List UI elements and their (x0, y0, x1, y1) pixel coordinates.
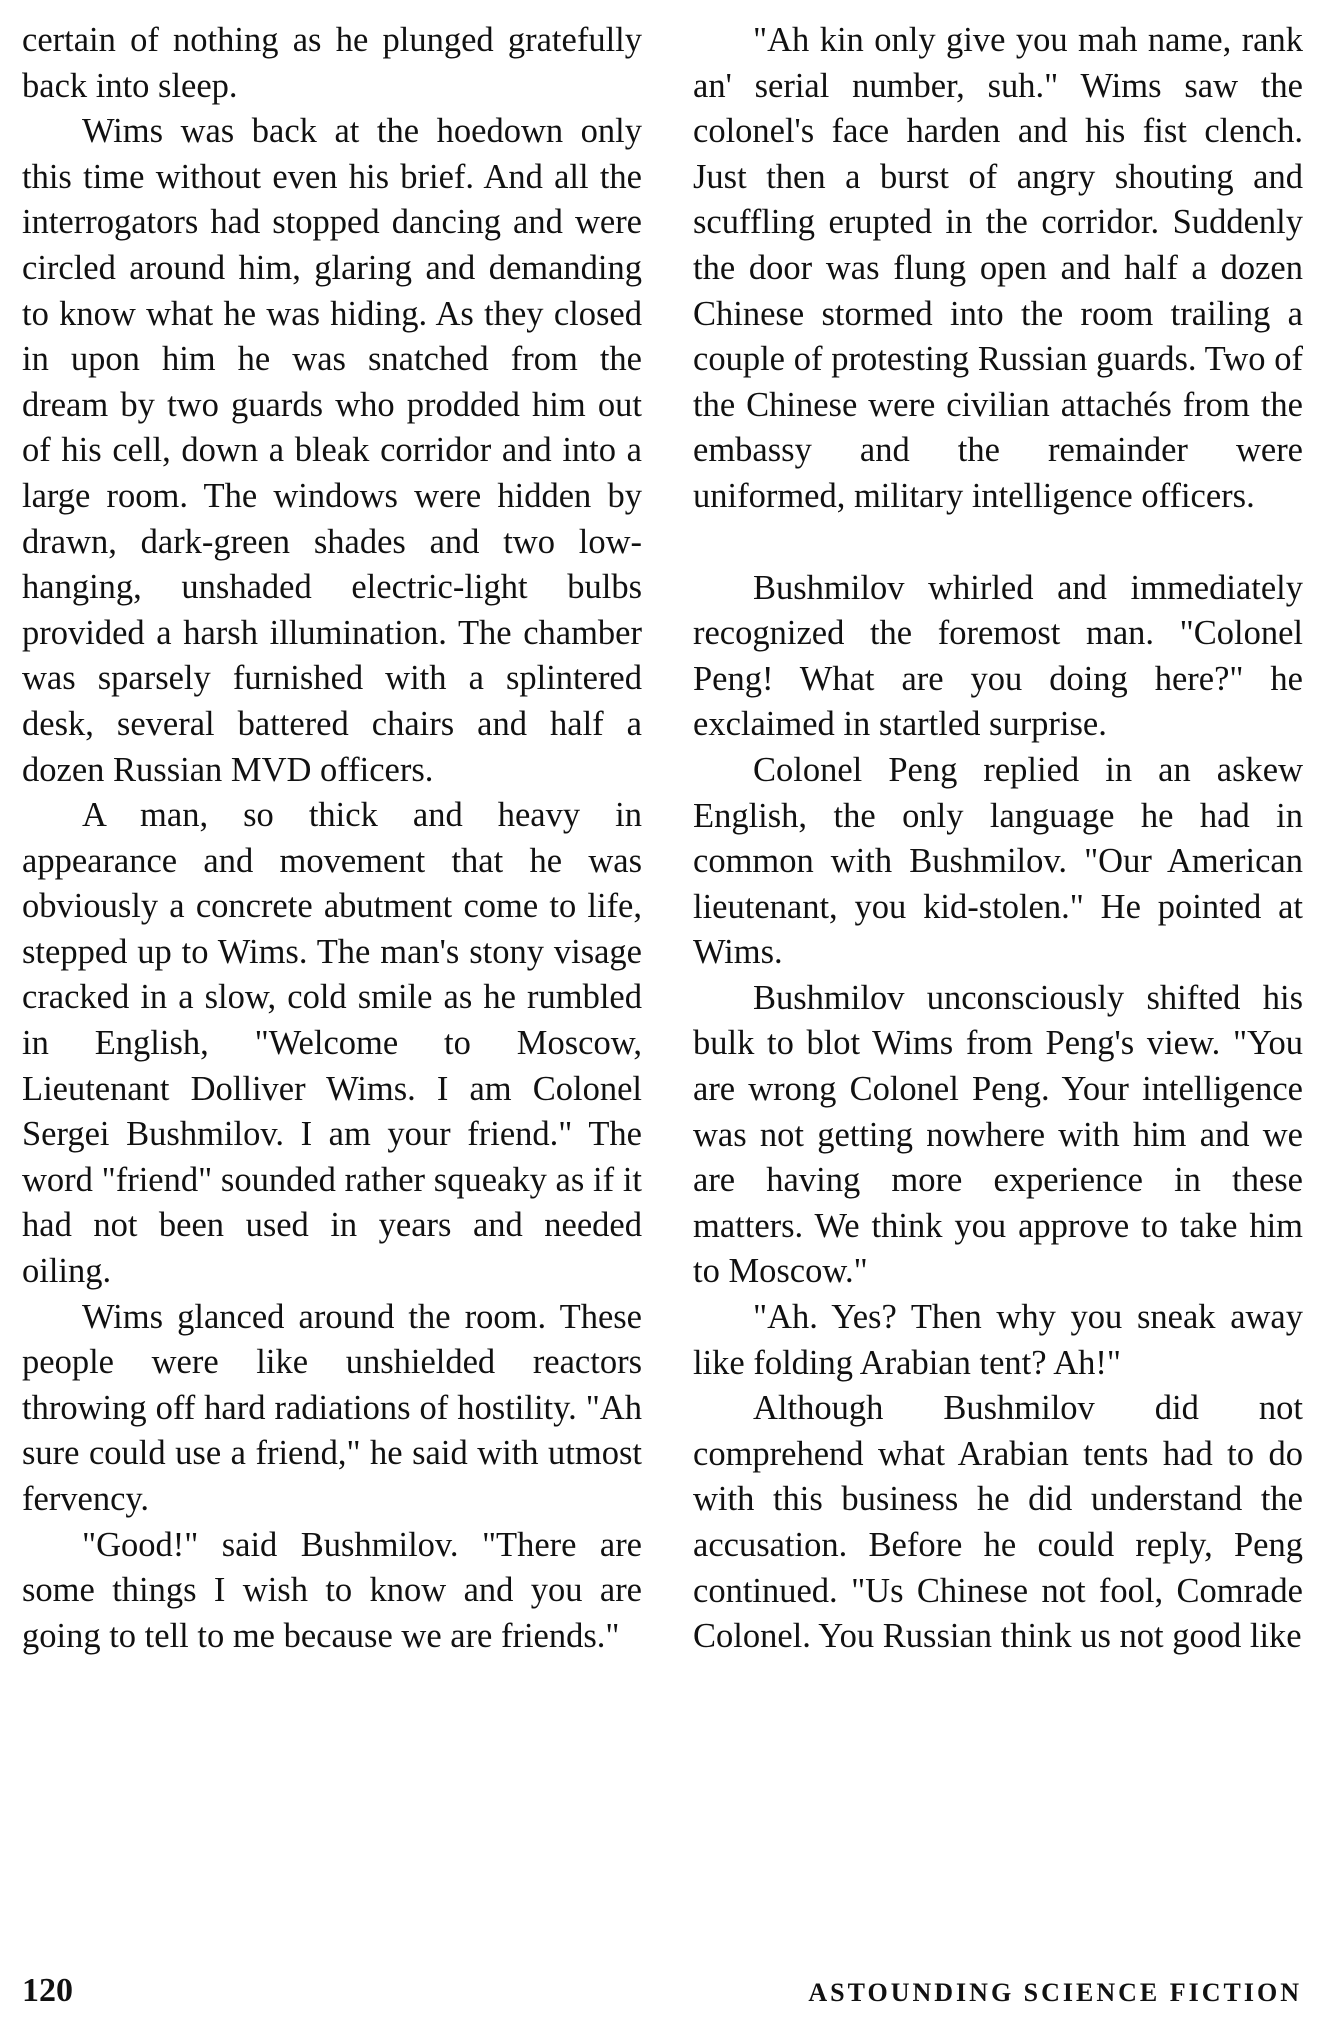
paragraph: A man, so thick and heavy in appearance and movement that he was obviously a concrete abutment come to life, stepped up to Wims. The man's stony visage cracked in a slow, cold smile as he rumbled in English, "Welcome to Moscow, Lieutenant Dolliver Wims. I am Colonel Sergei Bushmilov. I am your friend." The word "friend" sounded rather squeaky as if it had not been used in years and needed oiling. (22, 796, 642, 1291)
paragraph: "Good!" said Bushmilov. "There are some things I wish to know and you are going to tell to me because we are friends." (22, 1525, 642, 1655)
paragraph: Wims glanced around the room. These people were like unshielded reactors throwing off hard radiations of hostility. "Ah sure could use a friend," he said with utmost fervency. (22, 1297, 642, 1518)
paragraph: Colonel Peng replied in an askew English, the only language he had in common with Bushmilov. "Our American lieutenant, you kid-stolen." He pointed at Wims. (693, 750, 1303, 972)
left-text-column (22, 18, 642, 1659)
running-title: ASTOUNDING SCIENCE FICTION (808, 1978, 1302, 2007)
paragraph: Although Bushmilov did not comprehend what Arabian tents had to do with this business he did understand the accusation. Before he could reply, Peng continued. "Us Chinese not fool, Comrade Colonel. You Russian think us not good like (693, 1389, 1303, 1656)
paragraph: Wims was back at the hoedown only this time without even his brief. And all the interrogators had stopped dancing and were circled around him, glaring and demanding to know what he was hiding. As they closed in upon him he was snatched from the dream by two guards who prodded him out of his cell, down a bleak corridor and into a large room. The windows were hidden by drawn, dark-green shades and two low-hanging, unshaded electric-light bulbs provided a harsh illumination. The chamber was sparsely furnished with a splintered desk, several battered chairs and half a dozen Russian MVD officers. (22, 112, 642, 789)
paragraph: certain of nothing as he plunged gratefully back into sleep. (22, 21, 642, 105)
paragraph: "Ah. Yes? Then why you sneak away like folding Arabian tent? Ah!" (693, 1298, 1303, 1382)
page-number: 120 (22, 1972, 73, 2009)
right-text-column (693, 18, 1303, 1660)
paragraph: Bushmilov whirled and immediately recognized the foremost man. "Colonel Peng! What are you doing here?" he exclaimed in startled surprise. (693, 568, 1303, 744)
paragraph: "Ah kin only give you mah name, rank an' serial number, suh." Wims saw the colonel's face harden and his fist clench. Just then a burst of angry shouting and scuffling erupted in the corridor. Suddenly the door was flung open and half a dozen Chinese stormed into the room trailing a couple of protesting Russian guards. Two of the Chinese were civilian attachés from the embassy and the remainder were uniformed, military intelligence officers. (693, 21, 1303, 515)
paragraph: Bushmilov unconsciously shifted his bulk to blot Wims from Peng's view. "You are wrong Colonel Peng. Your intelligence was not getting nowhere with him and we are having more experience in these matters. We think you approve to take him to Moscow." (693, 978, 1303, 1291)
